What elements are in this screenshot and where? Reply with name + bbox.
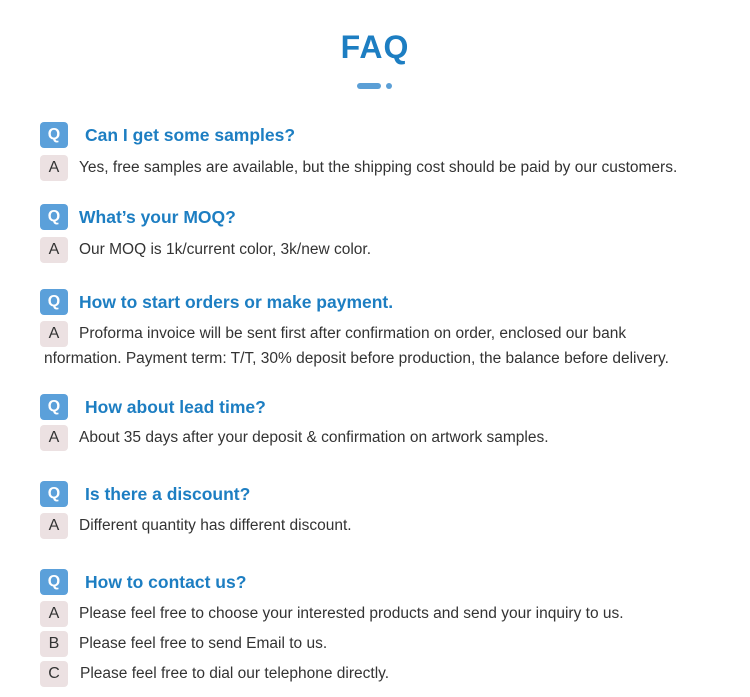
faq-answer-contact-c [0, 661, 750, 687]
question-text: How about lead time? [85, 397, 266, 417]
question-text: What’s your MOQ? [79, 207, 236, 227]
faq-question-moq [0, 204, 750, 230]
faq-answer-contact-a [0, 601, 750, 627]
faq-question-discount [0, 481, 750, 507]
answer-text: Yes, free samples are available, but the shipping cost should be paid by our customers. [79, 159, 678, 176]
faq-answer-lead-time [0, 425, 750, 451]
question-text: How to start orders or make payment. [79, 292, 394, 312]
question-text: Can I get some samples? [85, 125, 296, 145]
faq-answer-contact-b [0, 631, 750, 657]
answer-text: Proforma invoice will be sent first after confirmation on order, enclosed our bank [79, 325, 627, 342]
faq-question-lead-time [0, 394, 750, 420]
answer-text: Our MOQ is 1k/current color, 3k/new color. [79, 241, 372, 258]
answer-text: Please feel free to send Email to us. [79, 635, 328, 652]
answer-badge: A [40, 513, 68, 539]
answer-badge: A [40, 425, 68, 451]
page-title: FAQ [340, 29, 410, 65]
question-badge: Q [40, 569, 68, 595]
answer-text: Different quantity has different discount. [79, 517, 352, 534]
answer-text-continuation: nformation. Payment term: T/T, 30% deposit before production, the balance before delivery. [44, 350, 669, 367]
answer-text: About 35 days after your deposit & confirmation on artwork samples. [79, 429, 549, 446]
title-underline-bar [357, 83, 381, 89]
answer-badge: A [40, 155, 68, 181]
question-badge: Q [40, 122, 68, 148]
answer-badge: B [40, 631, 68, 657]
faq-question-contact [0, 569, 750, 595]
answer-text: Please feel free to choose your interested products and send your inquiry to us. [79, 605, 624, 622]
faq-question-samples [0, 122, 750, 148]
answer-badge: A [40, 321, 68, 347]
question-text: How to contact us? [85, 572, 247, 592]
faq-answer-discount [0, 513, 750, 539]
answer-text: Please feel free to dial our telephone directly. [80, 665, 390, 682]
answer-badge: A [40, 237, 68, 263]
answer-badge: C [40, 661, 68, 687]
question-badge: Q [40, 481, 68, 507]
faq-question-payment [0, 289, 750, 315]
faq-answer-payment [0, 321, 750, 347]
title-underline-dot [386, 83, 392, 89]
answer-badge: A [40, 601, 68, 627]
question-badge: Q [40, 394, 68, 420]
question-badge: Q [40, 289, 68, 315]
question-text: Is there a discount? [85, 484, 251, 504]
faq-answer-moq [0, 237, 750, 263]
question-badge: Q [40, 204, 68, 230]
faq-answer-samples [0, 155, 750, 181]
